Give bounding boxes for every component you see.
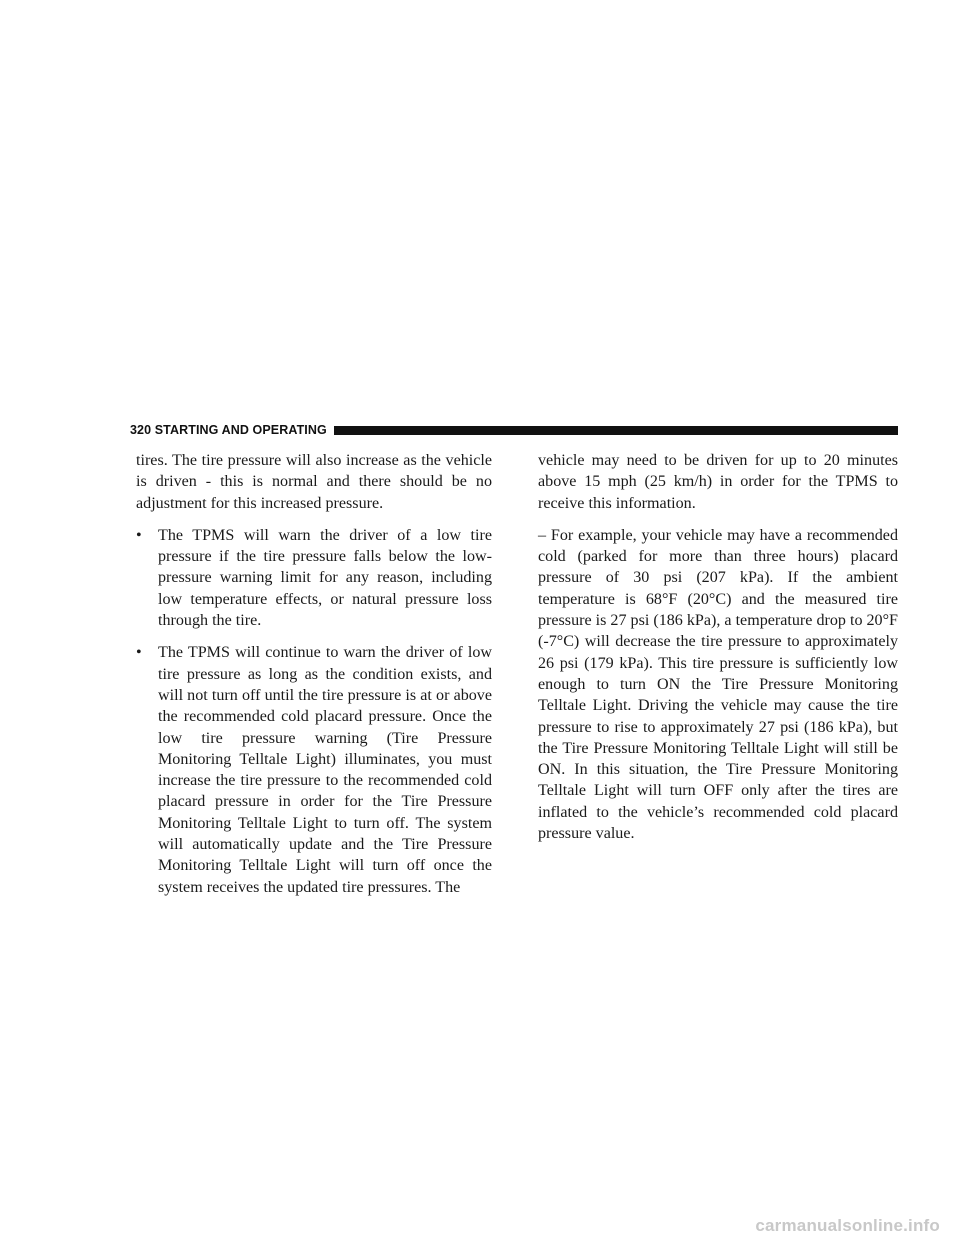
bullet-icon: • [136, 644, 142, 662]
watermark-text: carmanualsonline.info [755, 1216, 940, 1235]
bullet-text: The TPMS will warn the driver of a low tire pressure if the tire pressure falls below the low-pressure warning limit for any reason, including low temperature effects, or natural pressure loss through the tire. [158, 526, 492, 630]
page-header [130, 421, 898, 439]
left-column [136, 450, 492, 898]
page-number-section-title: 320 STARTING AND OPERATING [130, 423, 327, 437]
example-paragraph: – For example, your vehicle may have a recommended cold (parked for more than three hours) placard pressure of 30 psi (207 kPa). If the ambient temperature is 68°F (20°C) and the measured tire pressure is 27 psi (186 kPa), a temperature drop to 20°F (-7°C) will decrease the tire pressure to approximately 26 psi (179 kPa). This tire pressure is sufficiently low enough to turn ON the Tire Pressure Monitoring Telltale Light. Driving the vehicle may cause the tire pressure to rise to approximately 27 psi (186 kPa), but the Tire Pressure Monitoring Telltale Light will still be ON. In this situation, the Tire Pressure Monitoring Telltale Light will turn OFF only after the tires are inflated to the vehicle’s recommended cold placard pressure value. [538, 526, 898, 843]
continuation-paragraph: vehicle may need to be driven for up to 20 minutes above 15 mph (25 km/h) in order for the TPMS to receive this information. [538, 452, 898, 512]
intro-paragraph: tires. The tire pressure will also increase as the vehicle is driven - this is normal and there should be no adjustment for this increased pressure. [136, 452, 492, 512]
bullet-item-2 [136, 642, 492, 898]
bullet-item-1 [136, 525, 492, 631]
header-rule [334, 426, 898, 435]
right-column [538, 450, 898, 844]
bullet-icon: • [136, 526, 142, 544]
bullet-text: The TPMS will continue to warn the driver of low tire pressure as long as the condition exists, and will not turn off until the tire pressure is at or above the recommended cold placard pressure. Once the low tire pressure warning (Tire Pressure Monitoring Telltale Light) illuminates, you must increase the tire pressure to the recommended cold placard pressure in order for the Tire Pressure Monitoring Telltale Light to turn off. The system will automatically update and the Tire Pressure Monitoring Telltale Light will turn off once the system receives the updated tire pressures. The [158, 644, 492, 896]
